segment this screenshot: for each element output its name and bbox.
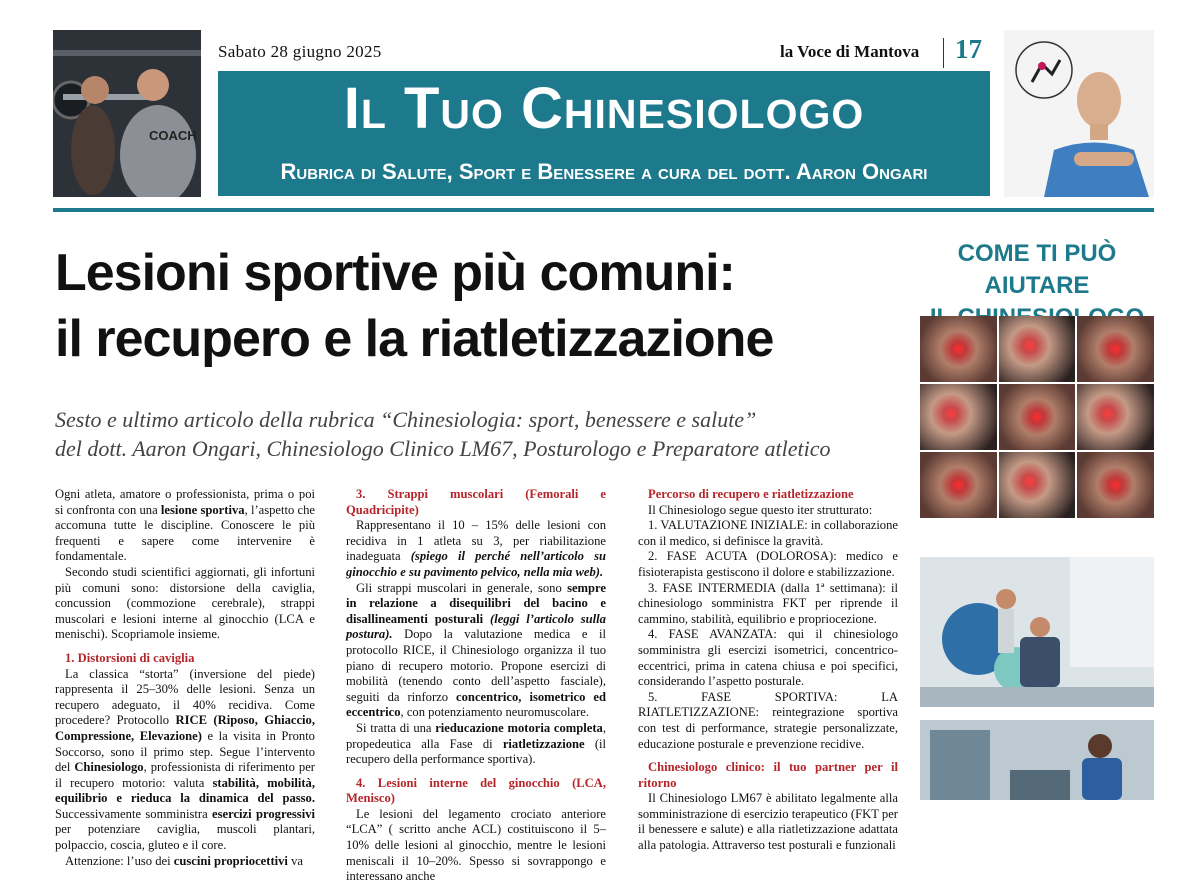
- pain-image: [999, 384, 1076, 450]
- pain-image: [1077, 452, 1154, 518]
- training-photo: [920, 720, 1154, 800]
- paragraph: Gli strappi muscolari in generale, sono sempre in relazione a disequilibri del bacino e disallineamenti posturali (leggi l’articolo sulla postura). Dopo la valutazione medica e il protocollo RICE, il Chinesiologo organizza il tuo piano di recupero motorio. Propone esercizi di mobilità (tenendo conto dell’aspetto fasciale), seguiti da rinforzo concentrico, isometrico ed eccentrico, con potenziamento neuromuscolare.: [346, 580, 606, 720]
- pain-points-collage: [920, 316, 1154, 518]
- article-column-2: [346, 487, 606, 885]
- paragraph: Le lesioni del legamento crociato anteriore “LCA” ( scritto anche ACL) costituiscono il 5–10% delle lesioni al ginocchio, mentre le lesioni meniscali il 10–20%. Spesso si sovrappongo e interessano anche: [346, 806, 606, 884]
- section-heading: 1. Distorsioni di caviglia: [65, 650, 195, 665]
- deck-line-1: Sesto e ultimo articolo della rubrica “Chinesiologia: sport, benessere e salute”: [55, 407, 757, 432]
- page-number: 17: [955, 34, 982, 64]
- pain-image: [920, 452, 997, 518]
- pain-image: [920, 316, 997, 382]
- column-title: Il Tuo Chinesiologo: [343, 76, 865, 141]
- paragraph: Il Chinesiologo LM67 è abilitato legalmente alla somministrazione di esercizio terapeutico (FKT per il benessere e salute) e alla riatletizzazione adattata alla patologia. Attraverso test posturali e funzionali: [638, 791, 898, 853]
- paragraph: Ogni atleta, amatore o professionista, prima o poi si confronta con una lesione sportiva, l’aspetto che accomuna tutte le discipline. Conoscere le più frequenti e sapere come intervenire è fondamentale.: [55, 487, 315, 564]
- headline-line-2: il recupero e la riatletizzazione: [55, 310, 774, 368]
- sidebar-title-line-1: COME TI PUÒ AIUTARE: [957, 240, 1117, 299]
- article-column-1: [55, 487, 315, 869]
- article-column-3: [638, 487, 898, 854]
- pain-image: [1077, 316, 1154, 382]
- deck-line-2: del dott. Aaron Ongari, Chinesiologo Clinico LM67, Posturologo e Preparatore atletico: [55, 436, 831, 461]
- author-photo: [1004, 30, 1154, 197]
- newspaper-name: la Voce di Mantova: [780, 42, 920, 61]
- section-heading: Chinesiologo clinico: il tuo partner per il ritorno: [638, 760, 898, 790]
- page-divider: [943, 38, 944, 68]
- article-headline: [55, 240, 905, 372]
- section-heading: Percorso di recupero e riatletizzazione: [648, 487, 854, 501]
- pain-image: [999, 316, 1076, 382]
- section-heading: 3. Strappi muscolari (Femorali e Quadricipite): [346, 487, 606, 517]
- paragraph: Secondo studi scientifici aggiornati, gli infortuni più comuni sono: distorsione della caviglia, concussion (commozione cerebrale), strappi muscolari e lesioni interne al ginocchio (LCA e menischi). Scopriamole insieme.: [55, 564, 315, 642]
- paragraph: 2. FASE ACUTA (DOLOROSA): medico e fisioterapista gestiscono il dolore e stabilizzazione.: [638, 549, 898, 579]
- headline-line-1: Lesioni sportive più comuni:: [55, 244, 735, 302]
- pain-image: [1077, 384, 1154, 450]
- pain-image: [999, 452, 1076, 518]
- article-deck: [55, 405, 905, 463]
- paragraph: 1. VALUTAZIONE INIZIALE: in collaborazione con il medico, si definisce la gravità.: [638, 518, 898, 548]
- paragraph: 3. FASE INTERMEDIA (dalla 1ª settimana): il chinesiologo somministra FKT per riprende il cammino, stabilità, equilibrio e propriocezione.: [638, 580, 898, 626]
- paragraph: La classica “storta” (inversione del piede) rappresenta il 25–30% delle lesioni. Senza un recupero adeguato, il 40% recidiva. Come procedere? Protocollo RICE (Riposo, Ghiaccio, Compressione, Elevazione) e la visita in Pronto Soccorso, sono il primo step. Segue l’intervento del Chinesiologo, professionista di riferimento per il recupero motorio: valuta stabilità, mobilità, equilibrio e rieduca la dinamica del passo. Successivamente somministra esercizi progressivi per potenziare caviglia, muscoli plantari, polpaccio, coscia, gluteo e il core.: [55, 666, 316, 853]
- column-banner: [218, 71, 990, 196]
- pain-image: [920, 384, 997, 450]
- paragraph: Si tratta di una rieducazione motoria completa, propedeutica alla Fase di riatletizzazione (il recupero della performance sportiva).: [346, 720, 607, 767]
- column-subtitle: Rubrica di Salute, Sport e Benessere a cura del dott. Aaron Ongari: [280, 159, 928, 184]
- paragraph: Il Chinesiologo segue questo iter strutturato:: [648, 502, 873, 517]
- rehab-photo: [920, 557, 1154, 707]
- issue-date: Sabato 28 giugno 2025: [218, 42, 382, 61]
- paragraph: Attenzione: l’uso dei cuscini propriocettivi va: [65, 853, 303, 868]
- section-heading: 4. Lesioni interne del ginocchio (LCA, Menisco): [346, 775, 606, 806]
- paragraph: 4. FASE AVANZATA: qui il chinesiologo somministra gli esercizi isometrici, concentrico-eccentrici, prima in catena chiusa e poi specifici, considerando l’aspetto posturale.: [638, 627, 898, 689]
- paragraph: 5. FASE SPORTIVA: LA RIATLETIZZAZIONE: reintegrazione sportiva con test di performance, strategie personalizzate, educazione posturale e prevenzione recidive.: [638, 689, 898, 751]
- paragraph: Rappresentano il 10 – 15% delle lesioni con recidiva in 1 atleta su 3, per riabilitazione inadeguata (spiego il perché nell’articolo su ginocchio e su pavimento pelvico, nella mia web).: [346, 518, 606, 579]
- coach-shirt-text: COACH: [149, 128, 197, 143]
- coach-photo: [53, 30, 201, 197]
- header-rule: [53, 208, 1154, 212]
